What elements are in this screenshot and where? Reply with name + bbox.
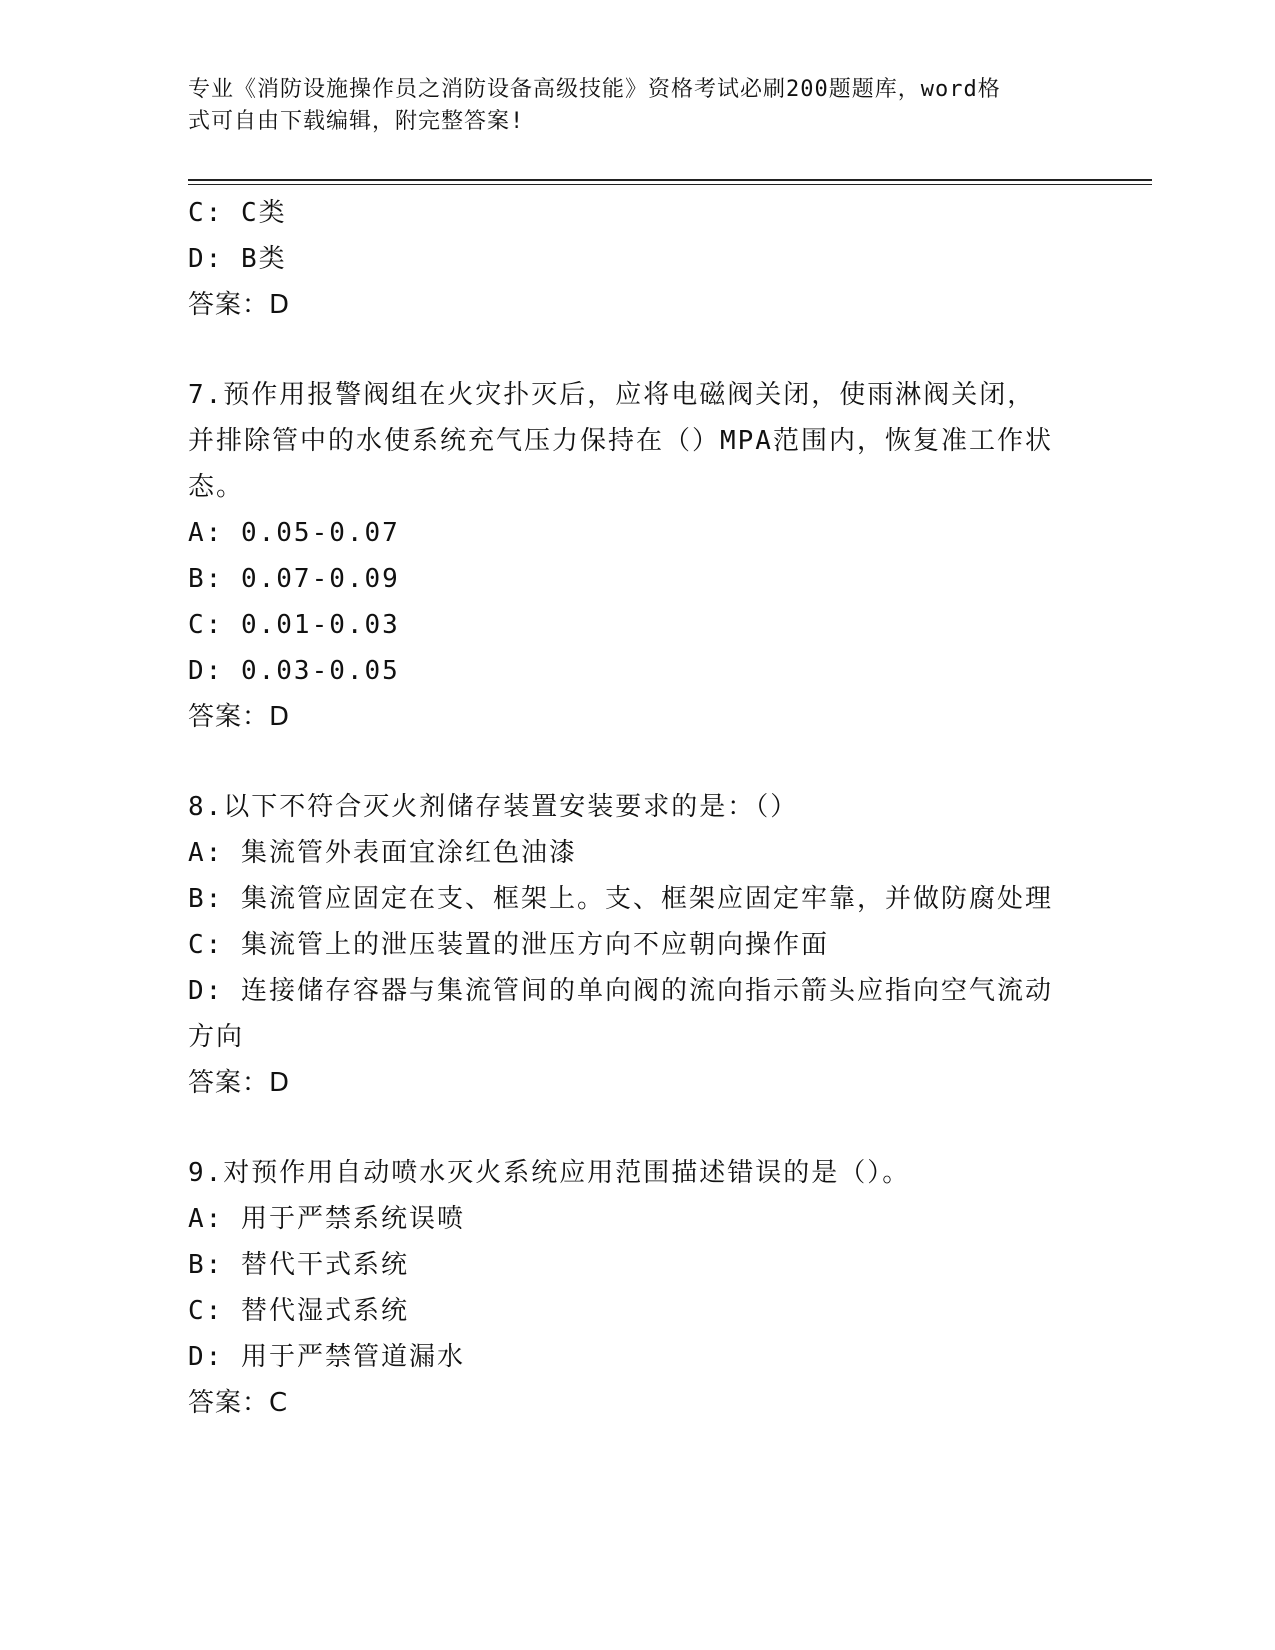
question-9-block [188, 1150, 1088, 1426]
header-line-1: 专业《消防设施操作员之消防设备高级技能》资格考试必刷200题题库，word格 [188, 77, 1001, 102]
q8-option-b: B: 集流管应固定在支、框架上。支、框架应固定牢靠，并做防腐处理 [188, 884, 1053, 914]
spacer [188, 1106, 1088, 1150]
question-6-block [188, 190, 1088, 328]
q8-stem: 8.以下不符合灭火剂储存装置安装要求的是：（） [188, 792, 799, 822]
q6-option-d: D: B类 [188, 244, 287, 274]
header-rule-thick [188, 179, 1152, 181]
q7-stem-line-1: 7.预作用报警阀组在火灾扑灭后，应将电磁阀关闭，使雨淋阀关闭， [188, 380, 1036, 410]
q7-stem-line-2: 并排除管中的水使系统充气压力保持在（）MPA范围内，恢复准工作状 [188, 426, 1053, 456]
q6-option-c: C: C类 [188, 198, 287, 228]
q7-option-b: B: 0.07-0.09 [188, 564, 400, 594]
q8-answer: 答案：D [188, 1068, 291, 1098]
q9-option-a: A: 用于严禁系统误喷 [188, 1204, 465, 1234]
q6-answer: 答案：D [188, 290, 291, 320]
question-8-block [188, 784, 1088, 1106]
q8-option-c: C: 集流管上的泄压装置的泄压方向不应朝向操作面 [188, 930, 829, 960]
q9-option-b: B: 替代干式系统 [188, 1250, 409, 1280]
q9-option-c: C: 替代湿式系统 [188, 1296, 409, 1326]
header-rule-thin [188, 184, 1152, 185]
question-7-block [188, 372, 1088, 740]
q7-answer: 答案：D [188, 702, 291, 732]
q7-option-c: C: 0.01-0.03 [188, 610, 400, 640]
q9-option-d: D: 用于严禁管道漏水 [188, 1342, 465, 1372]
q8-option-a: A: 集流管外表面宜涂红色油漆 [188, 838, 577, 868]
q8-option-d-line-1: D: 连接储存容器与集流管间的单向阀的流向指示箭头应指向空气流动 [188, 976, 1053, 1006]
q8-option-d-line-2: 方向 [188, 1022, 245, 1052]
document-header [188, 74, 1068, 138]
spacer [188, 740, 1088, 784]
q7-option-d: D: 0.03-0.05 [188, 656, 400, 686]
q7-stem-line-3: 态。 [188, 472, 245, 502]
question-content [188, 190, 1088, 1426]
header-line-2: 式可自由下载编辑，附完整答案! [188, 109, 525, 134]
spacer [188, 328, 1088, 372]
q9-answer: 答案：C [188, 1388, 289, 1418]
q9-stem: 9.对预作用自动喷水灭火系统应用范围描述错误的是（）。 [188, 1158, 911, 1188]
q7-option-a: A: 0.05-0.07 [188, 518, 400, 548]
